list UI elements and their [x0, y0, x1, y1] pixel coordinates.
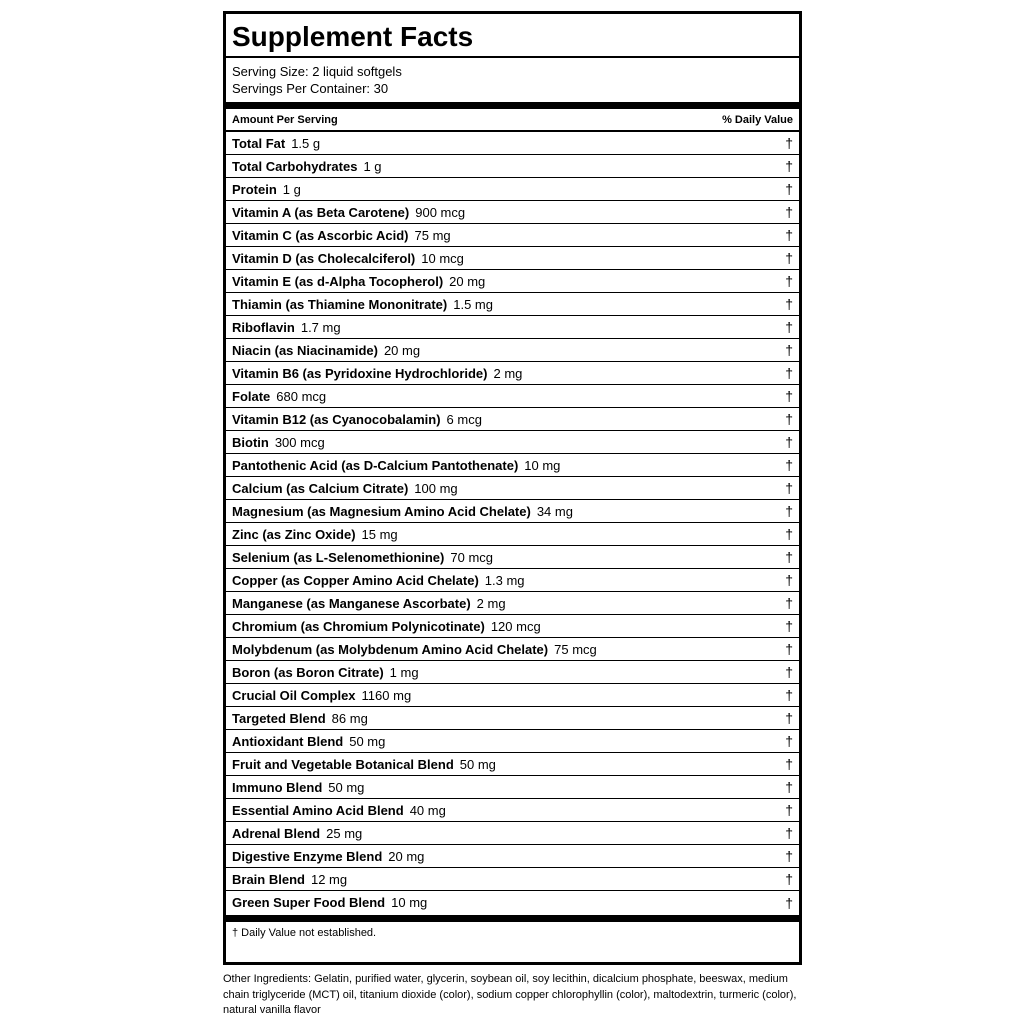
nutrient-row — [226, 707, 799, 730]
nutrient-name: Biotin — [232, 434, 269, 450]
supplement-facts-panel — [223, 11, 802, 965]
nutrient-name: Total Carbohydrates — [232, 158, 358, 174]
other-ingredients: Other Ingredients: Gelatin, purified water, glycerin, soybean oil, soy lecithin, dicalcium phosphate, beeswax, medium chain triglyceride (MCT) oil, titanium dioxide (color), sodium copper chlorophyllin (color), maltodextrin, turmeric (color), natural vanilla flavor — [223, 973, 797, 1016]
nutrient-name: Copper (as Copper Amino Acid Chelate) — [232, 572, 479, 588]
nutrient-label — [232, 619, 541, 634]
nutrient-label — [232, 228, 451, 243]
nutrient-label — [232, 205, 465, 220]
nutrient-row — [226, 178, 799, 201]
nutrient-row — [226, 431, 799, 454]
nutrient-daily-value: † — [785, 641, 793, 657]
nutrient-name: Green Super Food Blend — [232, 895, 386, 910]
nutrient-row — [226, 362, 799, 385]
nutrient-row — [226, 155, 799, 178]
nutrient-label — [232, 458, 560, 473]
nutrient-label — [232, 320, 341, 335]
nutrient-label — [232, 895, 427, 910]
nutrient-row — [226, 316, 799, 339]
nutrient-name: Antioxidant Blend — [232, 733, 344, 749]
nutrient-name: Brain Blend — [232, 871, 305, 887]
nutrient-row — [226, 569, 799, 592]
nutrient-amount: 75 mcg — [554, 641, 597, 657]
daily-value-label: % Daily Value — [722, 113, 793, 126]
nutrient-daily-value: † — [785, 779, 793, 795]
nutrient-name: Vitamin D (as Cholecalciferol) — [232, 250, 416, 266]
nutrient-name: Vitamin E (as d-Alpha Tocopherol) — [232, 273, 444, 289]
nutrient-row — [226, 592, 799, 615]
nutrient-row — [226, 546, 799, 569]
nutrient-label — [232, 389, 326, 404]
nutrient-name: Vitamin B6 (as Pyridoxine Hydrochloride) — [232, 365, 488, 381]
nutrient-daily-value: † — [785, 802, 793, 818]
nutrient-name: Niacin (as Niacinamide) — [232, 342, 378, 358]
nutrient-amount: 20 mg — [449, 273, 486, 289]
nutrient-row — [226, 753, 799, 776]
nutrient-name: Fruit and Vegetable Botanical Blend — [232, 756, 454, 772]
nutrient-daily-value: † — [785, 526, 793, 542]
nutrient-label — [232, 297, 493, 312]
nutrient-label — [232, 872, 347, 887]
footnote: † Daily Value not established. — [232, 927, 377, 939]
nutrient-name: Manganese (as Manganese Ascorbate) — [232, 595, 471, 611]
nutrient-name: Folate — [232, 388, 271, 404]
nutrient-row — [226, 477, 799, 500]
nutrient-row — [226, 408, 799, 431]
nutrient-name: Selenium (as L-Selenomethionine) — [232, 549, 445, 565]
nutrient-daily-value: † — [785, 733, 793, 749]
nutrient-name: Chromium (as Chromium Polynicotinate) — [232, 618, 485, 634]
nutrient-row — [226, 224, 799, 247]
nutrient-label — [232, 826, 362, 841]
nutrient-label — [232, 711, 368, 726]
nutrient-name: Crucial Oil Complex — [232, 687, 356, 703]
nutrient-amount: 12 mg — [310, 871, 348, 887]
nutrient-amount: 1 mg — [389, 664, 419, 680]
panel-title: Supplement Facts — [226, 14, 799, 58]
nutrient-amount: 300 mcg — [274, 434, 325, 450]
nutrient-amount: 1 g — [363, 158, 382, 174]
nutrient-row — [226, 247, 799, 270]
nutrient-amount: 680 mcg — [276, 388, 327, 404]
nutrient-daily-value: † — [785, 411, 793, 427]
nutrient-row — [226, 385, 799, 408]
nutrient-daily-value: † — [785, 687, 793, 703]
nutrient-row — [226, 523, 799, 546]
nutrient-row — [226, 776, 799, 799]
nutrient-label — [232, 274, 485, 289]
nutrient-row — [226, 339, 799, 362]
nutrient-row — [226, 868, 799, 891]
nutrient-row — [226, 822, 799, 845]
nutrient-amount: 1.7 mg — [300, 319, 341, 335]
nutrient-amount: 100 mg — [414, 480, 458, 496]
serving-size: Serving Size: 2 liquid softgels — [232, 64, 402, 79]
nutrient-daily-value: † — [785, 503, 793, 519]
nutrient-daily-value: † — [785, 756, 793, 772]
nutrient-row — [226, 661, 799, 684]
nutrient-amount: 50 mg — [349, 733, 386, 749]
nutrient-row — [226, 270, 799, 293]
nutrient-daily-value: † — [785, 894, 793, 911]
nutrient-row — [226, 615, 799, 638]
nutrient-name: Digestive Enzyme Blend — [232, 848, 383, 864]
nutrient-row — [226, 293, 799, 316]
nutrient-amount: 34 mg — [536, 503, 573, 519]
nutrient-name: Vitamin B12 (as Cyanocobalamin) — [232, 411, 441, 427]
nutrient-label — [232, 504, 573, 519]
nutrient-amount: 86 mg — [331, 710, 368, 726]
nutrient-daily-value: † — [785, 549, 793, 565]
nutrient-row — [226, 799, 799, 822]
nutrient-name: Calcium (as Calcium Citrate) — [232, 480, 409, 496]
nutrient-label — [232, 182, 301, 197]
nutrient-daily-value: † — [785, 848, 793, 864]
nutrient-daily-value: † — [785, 664, 793, 680]
nutrient-daily-value: † — [785, 388, 793, 404]
nutrient-amount: 1.3 mg — [484, 572, 525, 588]
nutrient-row — [226, 454, 799, 477]
nutrient-name: Protein — [232, 181, 277, 197]
nutrient-label — [232, 780, 364, 795]
nutrient-name: Immuno Blend — [232, 779, 323, 795]
nutrient-amount: 10 mg — [391, 895, 428, 910]
nutrient-label — [232, 688, 411, 703]
nutrient-label — [232, 251, 464, 266]
nutrient-name: Thiamin (as Thiamine Mononitrate) — [232, 296, 448, 312]
nutrient-list — [226, 132, 799, 914]
nutrient-daily-value: † — [785, 457, 793, 473]
nutrient-label — [232, 803, 446, 818]
nutrient-daily-value: † — [785, 273, 793, 289]
nutrient-daily-value: † — [785, 365, 793, 381]
nutrient-daily-value: † — [785, 158, 793, 174]
nutrient-label — [232, 343, 420, 358]
nutrient-amount: 6 mcg — [446, 411, 482, 427]
nutrient-name: Vitamin C (as Ascorbic Acid) — [232, 227, 409, 243]
nutrient-amount: 2 mg — [493, 365, 523, 381]
nutrient-name: Boron (as Boron Citrate) — [232, 664, 384, 680]
servings-per-container: Servings Per Container: 30 — [232, 81, 389, 96]
nutrient-daily-value: † — [785, 204, 793, 220]
nutrient-label — [232, 527, 398, 542]
nutrient-row — [226, 684, 799, 707]
nutrient-amount: 20 mg — [388, 848, 425, 864]
nutrient-label — [232, 596, 506, 611]
nutrient-label — [232, 757, 496, 772]
nutrient-name: Pantothenic Acid (as D-Calcium Pantothenate) — [232, 457, 519, 473]
nutrient-row — [226, 638, 799, 661]
nutrient-name: Essential Amino Acid Blend — [232, 802, 404, 818]
nutrient-daily-value: † — [785, 434, 793, 450]
nutrient-amount: 70 mcg — [450, 549, 494, 565]
nutrient-label — [232, 573, 525, 588]
nutrient-row — [226, 132, 799, 155]
nutrient-amount: 900 mcg — [415, 204, 466, 220]
nutrient-label — [232, 412, 482, 427]
nutrient-name: Vitamin A (as Beta Carotene) — [232, 204, 410, 220]
nutrient-name: Zinc (as Zinc Oxide) — [232, 526, 356, 542]
nutrient-label — [232, 642, 597, 657]
nutrient-name: Riboflavin — [232, 319, 295, 335]
nutrient-row — [226, 891, 799, 914]
nutrient-row — [226, 730, 799, 753]
nutrient-daily-value: † — [785, 227, 793, 243]
nutrient-daily-value: † — [785, 825, 793, 841]
nutrient-name: Magnesium (as Magnesium Amino Acid Chelate) — [232, 503, 531, 519]
nutrient-amount: 1160 mg — [361, 687, 412, 703]
nutrient-amount: 10 mg — [524, 457, 561, 473]
nutrient-label — [232, 366, 522, 381]
nutrient-name: Adrenal Blend — [232, 825, 321, 841]
nutrient-label — [232, 435, 325, 450]
nutrient-amount: 1 g — [282, 181, 301, 197]
nutrient-daily-value: † — [785, 342, 793, 358]
nutrient-amount: 2 mg — [476, 595, 506, 611]
nutrient-daily-value: † — [785, 710, 793, 726]
nutrient-daily-value: † — [785, 480, 793, 496]
nutrient-amount: 50 mg — [328, 779, 365, 795]
nutrient-label — [232, 734, 385, 749]
nutrient-label — [232, 550, 493, 565]
nutrient-daily-value: † — [785, 135, 793, 151]
nutrient-amount: 15 mg — [361, 526, 398, 542]
amount-per-serving-label: Amount Per Serving — [232, 113, 338, 126]
nutrient-daily-value: † — [785, 572, 793, 588]
nutrient-label — [232, 665, 419, 680]
nutrient-name: Molybdenum (as Molybdenum Amino Acid Chelate) — [232, 641, 549, 657]
nutrient-label — [232, 136, 320, 151]
nutrient-label — [232, 159, 382, 174]
nutrient-amount: 75 mg — [414, 227, 451, 243]
nutrient-daily-value: † — [785, 595, 793, 611]
nutrient-amount: 1.5 g — [291, 135, 321, 151]
nutrient-label — [232, 481, 458, 496]
nutrient-row — [226, 500, 799, 523]
nutrient-daily-value: † — [785, 618, 793, 634]
nutrient-name: Targeted Blend — [232, 710, 326, 726]
nutrient-daily-value: † — [785, 296, 793, 312]
nutrient-amount: 50 mg — [459, 756, 496, 772]
thick-divider-bottom — [226, 915, 799, 922]
nutrient-daily-value: † — [785, 319, 793, 335]
thick-divider — [226, 102, 799, 109]
nutrient-row — [226, 845, 799, 868]
nutrient-amount: 120 mcg — [490, 618, 541, 634]
nutrient-amount: 40 mg — [409, 802, 446, 818]
nutrient-label — [232, 849, 424, 864]
nutrient-amount: 1.5 mg — [453, 296, 493, 312]
nutrient-amount: 20 mg — [383, 342, 421, 358]
table-header — [226, 109, 799, 132]
serving-info — [226, 58, 799, 102]
nutrient-amount: 10 mcg — [421, 250, 464, 266]
nutrient-daily-value: † — [785, 250, 793, 266]
nutrient-row — [226, 201, 799, 224]
nutrient-daily-value: † — [785, 871, 793, 887]
nutrient-daily-value: † — [785, 181, 793, 197]
nutrient-amount: 25 mg — [326, 825, 363, 841]
nutrient-name: Total Fat — [232, 135, 286, 151]
